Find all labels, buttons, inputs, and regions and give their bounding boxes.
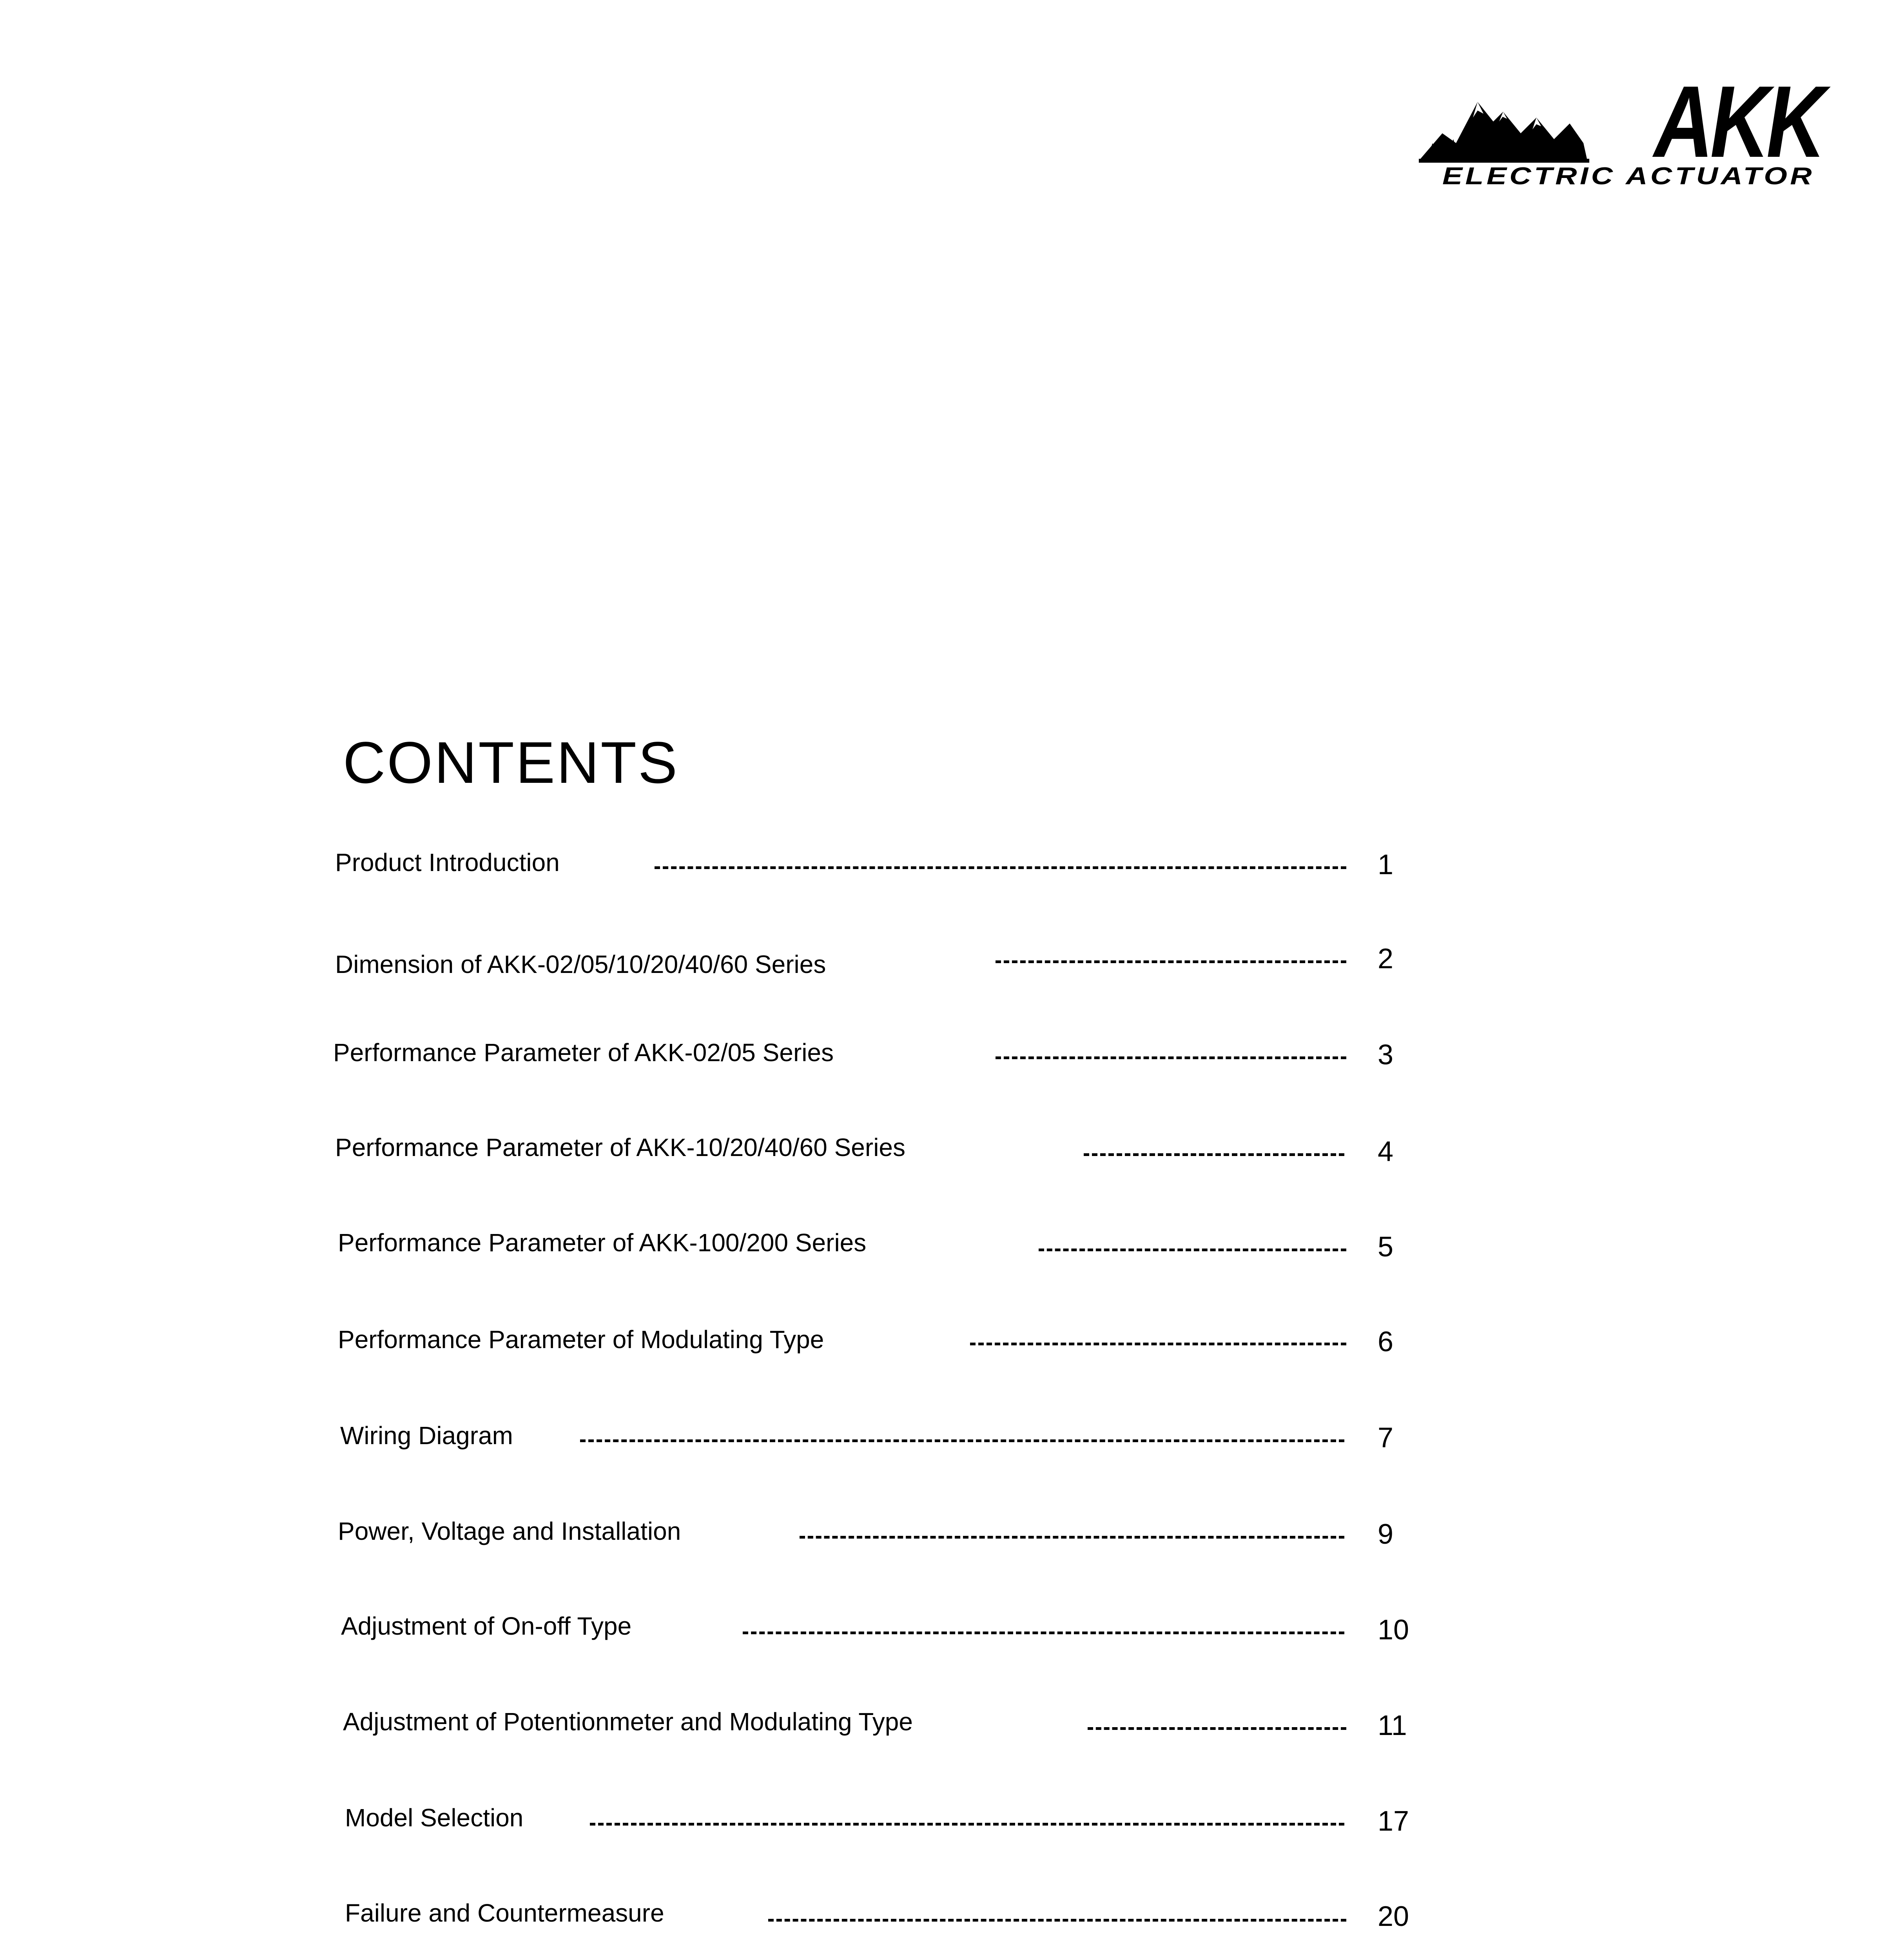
toc-page-number: 17 [1378,1806,1409,1837]
toc-page-number: 6 [1378,1326,1394,1357]
toc-entry-label: Performance Parameter of AKK-10/20/40/60 Series [335,1133,905,1161]
toc-entry-label: Power, Voltage and Installation [338,1517,681,1545]
toc-entry-performance-100-200[interactable] [0,1227,1886,1266]
toc-entry-adjustment-potentiometer[interactable] [0,1706,1886,1745]
toc-entry-adjustment-on-off[interactable] [0,1610,1886,1650]
toc-leader [800,1536,1344,1539]
toc-leader [970,1343,1346,1345]
toc-entry-label: Adjustment of Potentionmeter and Modulating Type [343,1708,913,1736]
toc-page-number: 11 [1378,1710,1407,1741]
logo-wordmark: AKK [1651,65,1832,179]
toc-entry-label: Performance Parameter of AKK-100/200 Series [338,1229,867,1257]
toc-page-number: 9 [1378,1519,1394,1550]
toc-entry-product-introduction[interactable] [0,847,1886,886]
toc-entry-dimension[interactable] [0,941,1886,980]
toc-leader [743,1632,1344,1634]
toc-entry-performance-modulating[interactable] [0,1323,1886,1362]
toc-entry-performance-02-05[interactable] [0,1037,1886,1076]
toc-entry-model-selection[interactable] [0,1801,1886,1840]
toc-page-number: 1 [1378,849,1394,880]
toc-page-number: 7 [1378,1422,1394,1454]
toc-leader [580,1439,1344,1442]
toc-leader [996,960,1346,963]
toc-leader [1039,1249,1346,1251]
toc-leader [768,1919,1346,1922]
toc-leader [1088,1727,1346,1730]
toc-page-number: 4 [1378,1136,1394,1167]
contents-title: CONTENTS [343,730,679,795]
toc-leader [1084,1153,1344,1156]
toc-entry-label: Performance Parameter of AKK-02/05 Series [333,1038,834,1067]
toc-leader [655,866,1346,869]
toc-page-number: 3 [1378,1039,1394,1071]
toc-entry-label: Dimension of AKK-02/05/10/20/40/60 Series [335,950,826,978]
toc-entry-label: Product Introduction [335,848,560,877]
toc-entry-failure-countermeasure[interactable] [0,1896,1886,1936]
toc-page-number: 20 [1378,1901,1409,1932]
toc-entry-label: Failure and Countermeasure [345,1899,664,1927]
toc-page-number: 2 [1378,943,1394,975]
toc-page-number: 5 [1378,1231,1394,1263]
toc-entry-wiring-diagram[interactable] [0,1419,1886,1458]
toc-entry-label: Model Selection [345,1804,524,1832]
toc-entry-label: Adjustment of On-off Type [341,1612,632,1640]
toc-leader [590,1823,1344,1826]
toc-entry-label: Performance Parameter of Modulating Type [338,1325,824,1354]
toc-entry-performance-10-60[interactable] [0,1132,1886,1171]
toc-entry-power-voltage[interactable] [0,1515,1886,1554]
toc-leader [996,1056,1346,1059]
logo-tagline: ELECTRIC ACTUATOR [1442,163,1815,190]
toc-page-number: 10 [1378,1614,1409,1646]
toc-entry-label: Wiring Diagram [340,1421,513,1450]
